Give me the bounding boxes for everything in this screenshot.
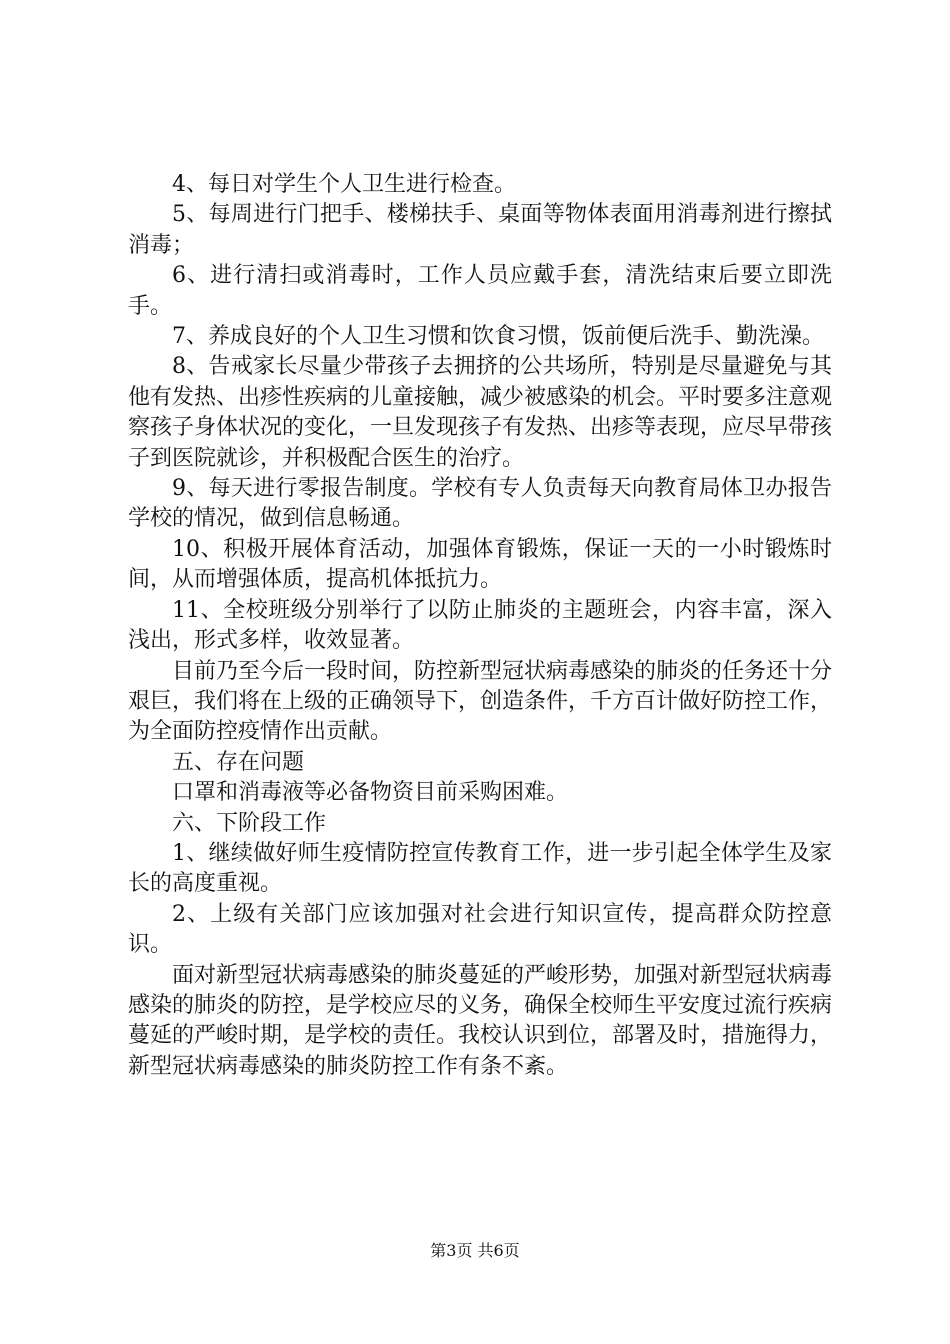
paragraph-item-7: 7、养成良好的个人卫生习惯和饮食习惯，饭前便后洗手、勤洗澡。 [172,324,824,350]
section-heading-problems: 五、存在问题 [172,749,305,775]
section-heading-next-steps: 六、下阶段工作 [172,810,327,836]
paragraph-conclusion: 面对新型冠状病毒感染的肺炎蔓延的严峻形势，加强对新型冠状病毒感染的肺炎的防控，是学校应尽的义务，确保全校师生平安度过流行疾病蔓延的严峻时期，是学校的责任。我校认识到位，部署及时，措施得力，新型冠状病毒感染的肺炎防控工作有条不紊。 [128,962,833,1079]
paragraph-item-8: 8、告戒家长尽量少带孩子去拥挤的公共场所，特别是尽量避免与其他有发热、出疹性疾病的儿童接触，减少被感染的机会。平时要多注意观察孩子身体状况的变化，一旦发现孩子有发热、出疹等表现，应尽早带孩子到医院就诊，并积极配合医生的治疗。 [128,354,833,471]
page-footer: 第3页 共6页 [430,1241,520,1260]
paragraph-outlook: 目前乃至今后一段时间，防控新型冠状病毒感染的肺炎的任务还十分艰巨，我们将在上级的正确领导下，创造条件，千方百计做好防控工作，为全面防控疫情作出贡献。 [128,658,833,745]
document-body [128,170,832,1082]
paragraph-item-10: 10、积极开展体育活动，加强体育锻炼，保证一天的一小时锻炼时间，从而增强体质，提高机体抵抗力。 [128,536,832,593]
paragraph-item-5: 5、每周进行门把手、楼梯扶手、桌面等物体表面用消毒剂进行擦拭消毒； [128,202,832,258]
paragraph-item-11: 11、全校班级分别举行了以防止肺炎的主题班会，内容丰富，深入浅出，形式多样，收效显著。 [128,597,832,654]
paragraph-item-9: 9、每天进行零报告制度。学校有专人负责每天向教育局体卫办报告学校的情况，做到信息畅通。 [128,476,832,532]
paragraph-problems: 口罩和消毒液等必备物资目前采购困难。 [172,780,569,806]
paragraph-next-step-1: 1、继续做好师生疫情防控宣传教育工作，进一步引起全体学生及家长的高度重视。 [128,840,832,897]
paragraph-item-4: 4、每日对学生个人卫生进行检查。 [172,172,516,197]
paragraph-item-6: 6、进行清扫或消毒时，工作人员应戴手套，清洗结束后要立即洗手。 [128,263,832,319]
paragraph-next-step-2: 2、上级有关部门应该加强对社会进行知识宣传，提高群众防控意识。 [128,901,832,958]
